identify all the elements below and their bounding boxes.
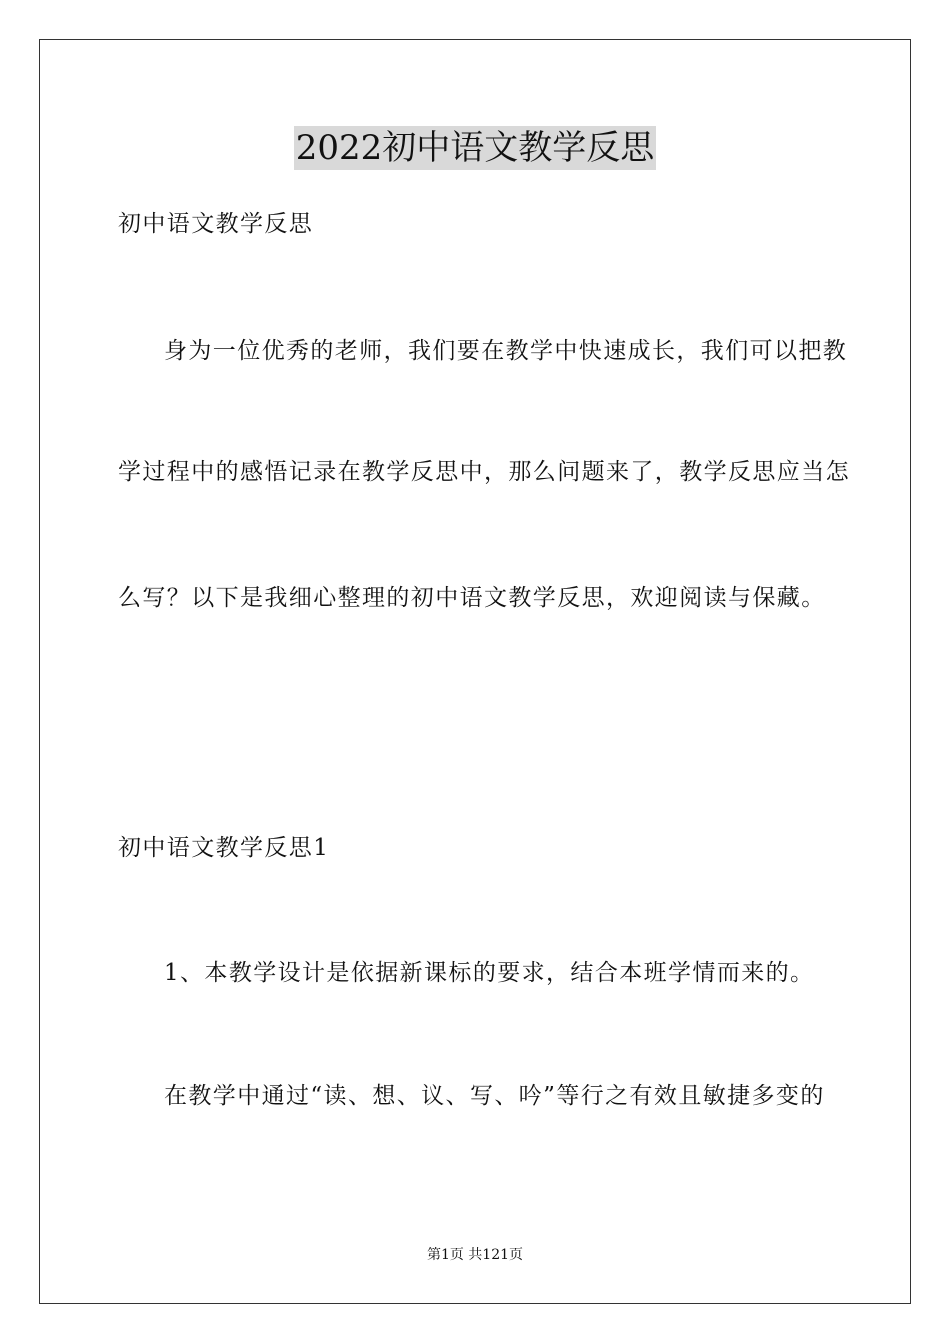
page-number: 第1页 共121页 (426, 1247, 524, 1263)
document-title: 2022初中语文教学反思 (295, 128, 655, 168)
paragraph-line-3: 么写？以下是我细心整理的初中语文教学反思，欢迎阅读与保藏。 (118, 585, 826, 611)
document-title-block (0, 126, 950, 178)
paragraph-line-5: 在教学中通过“读、想、议、写、吟”等行之有效且敏捷多变的 (164, 1083, 825, 1109)
paragraph-line-4: 1、本教学设计是依据新课标的要求，结合本班学情而来的。 (164, 960, 815, 986)
paragraph-line-2: 学过程中的感悟记录在教学反思中，那么问题来了，教学反思应当怎 (118, 459, 850, 485)
section-heading: 初中语文教学反思1 (118, 835, 330, 861)
subtitle-line: 初中语文教学反思 (118, 211, 314, 237)
paragraph-line-1: 身为一位优秀的老师，我们要在教学中快速成长，我们可以把教 (164, 338, 848, 364)
